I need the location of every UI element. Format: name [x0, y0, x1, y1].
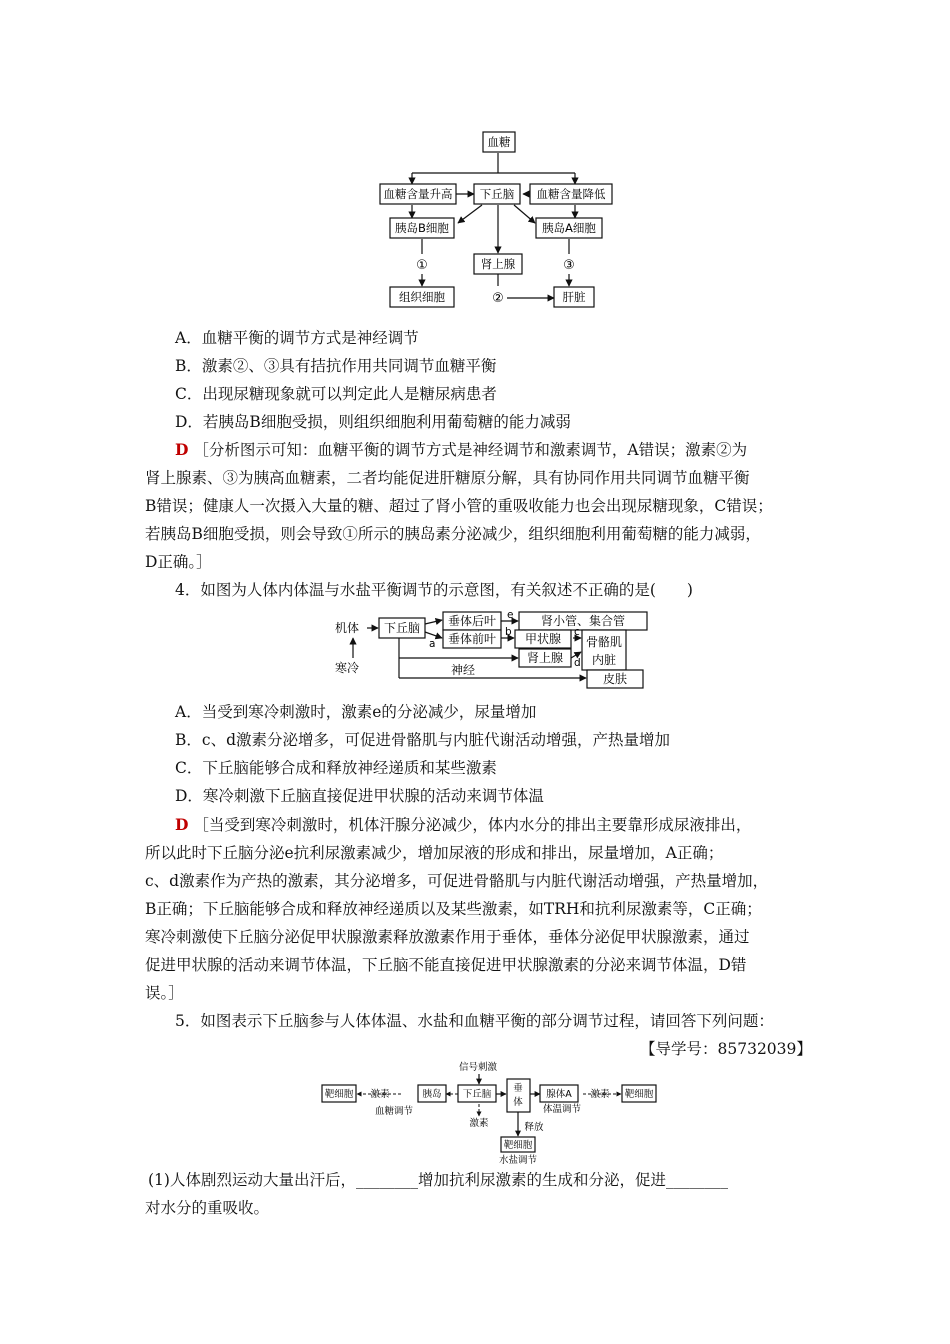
d3-label-target-bottom: 靶细胞 [503, 1140, 533, 1151]
q4-explanation-text-1: ［当受到寒冷刺激时，机体汗腺分泌减少，体内水分的排出主要靠形成尿液排出， [193, 816, 752, 834]
blood-sugar-diagram [370, 128, 630, 318]
q3-explanation-text-1: ［分析图示可知：血糖平衡的调节方式是神经调节和激素调节，A错误；激素②为 [193, 441, 748, 459]
label-liver: 肝脏 [562, 290, 586, 304]
d2-label-posterior: 垂体后叶 [447, 614, 497, 628]
q4-option-b: B．c、d激素分泌增多，可促进骨骼肌与内脏代谢活动增强，产热量增加 [175, 731, 670, 749]
label-hypothalamus: 下丘脑 [479, 187, 515, 201]
q3-explanation-2: 肾上腺素、③为胰高血糖素，二者均能促进肝糖原分解，具有协同作用共同调节血糖平衡 [145, 469, 750, 487]
d2-label-adrenal: 肾上腺 [526, 651, 564, 665]
q3-option-a: A．血糖平衡的调节方式是神经调节 [175, 329, 419, 347]
d3-label-water-reg: 水盐调节 [498, 1155, 538, 1166]
d2-label-anterior: 垂体前叶 [447, 632, 497, 646]
label-islet-b: 胰岛B细胞 [395, 221, 449, 235]
d3-label-pituitary-1: 垂 [513, 1083, 523, 1094]
d2-label-thyroid: 甲状腺 [524, 632, 562, 646]
q3-explanation-4: 若胰岛B细胞受损，则会导致①所示的胰岛素分泌减少，组织细胞利用葡萄糖的能力减弱， [145, 525, 761, 543]
q4-option-a: A．当受到寒冷刺激时，激素e的分泌减少，尿量增加 [175, 703, 537, 721]
q5-guide-number: 【导学号：85732039】 [640, 1040, 812, 1058]
d3-label-hormone-left: 激素 [370, 1089, 390, 1100]
d3-label-pituitary-2: 体 [513, 1097, 523, 1108]
d3-label-target-left: 靶细胞 [324, 1089, 354, 1100]
q4-explanation-1 [175, 815, 751, 835]
d2-label-a: a [429, 638, 436, 650]
q4-explanation-5: 寒冷刺激使下丘脑分泌促甲状腺激素释放激素作用于垂体，垂体分泌促甲状腺激素，通过 [145, 928, 750, 946]
d3-label-signal: 信号刺激 [458, 1062, 498, 1073]
q4-option-c: C．下丘脑能够合成和释放神经递质和某些激素 [175, 759, 497, 777]
q5-stem: 5．如图表示下丘脑参与人体体温、水盐和血糖平衡的部分调节过程，请回答下列问题： [175, 1012, 774, 1030]
d2-label-cold: 寒冷 [335, 661, 360, 675]
label-tissue: 组织细胞 [399, 290, 445, 304]
d3-label-hormone-right: 激素 [590, 1089, 610, 1100]
d2-label-organ: 内脏 [591, 653, 617, 667]
d2-label-e: e [507, 609, 514, 621]
d3-label-release: 释放 [524, 1122, 544, 1133]
temperature-water-diagram [335, 608, 655, 690]
q4-stem: 4．如图为人体内体温与水盐平衡调节的示意图，有关叙述不正确的是( ) [175, 581, 693, 599]
label-islet-a: 胰岛A细胞 [542, 221, 596, 235]
q4-explanation-3: c、d激素作为产热的激素，其分泌增多，可促进骨骼肌与内脏代谢活动增强，产热量增加， [145, 872, 769, 890]
q4-option-d: D．寒冷刺激下丘脑直接促进甲状腺的活动来调节体温 [175, 787, 544, 805]
label-marker-1: ① [416, 258, 428, 273]
d2-label-kidney: 肾小管、集合管 [540, 614, 626, 628]
q3-explanation-5: D正确。］ [145, 553, 212, 571]
q4-explanation-4: B正确；下丘脑能够合成和释放神经递质以及某些激素，如TRH和抗利尿激素等，C正确； [145, 900, 762, 918]
d2-label-muscle: 骨骼肌 [585, 635, 623, 649]
d3-label-hypothalamus: 下丘脑 [462, 1089, 492, 1100]
d3-label-gland-a: 腺体A [546, 1089, 572, 1100]
label-marker-3: ③ [563, 258, 575, 273]
label-marker-2: ② [492, 291, 504, 306]
d3-label-hormone-mid: 激素 [469, 1118, 489, 1129]
label-sugar-low: 血糖含量降低 [536, 187, 606, 201]
q3-option-b: B．激素②、③具有拮抗作用共同调节血糖平衡 [175, 357, 497, 375]
d2-label-nerve: 神经 [451, 663, 476, 677]
q3-explanation-3: B错误；健康人一次摄入大量的糖、超过了肾小管的重吸收能力也会出现尿糖现象，C错误； [145, 497, 773, 515]
d2-label-body: 机体 [335, 621, 360, 635]
d2-label-d: d [574, 657, 581, 669]
q3-option-d: D．若胰岛B细胞受损，则组织细胞利用葡萄糖的能力减弱 [175, 413, 571, 431]
q4-answer: D [175, 815, 189, 834]
label-adrenal: 肾上腺 [480, 257, 516, 271]
q5-sub1-line2: 对水分的重吸收。 [145, 1199, 270, 1217]
d3-label-islet: 胰岛 [422, 1089, 442, 1100]
d3-label-temp-reg: 体温调节 [542, 1104, 582, 1115]
q3-answer: D [175, 440, 189, 459]
q4-explanation-6: 促进甲状腺的活动来调节体温，下丘脑不能直接促进甲状腺激素的分泌来调节体温，D错 [145, 956, 747, 974]
q3-option-c: C．出现尿糖现象就可以判定此人是糖尿病患者 [175, 385, 497, 403]
d2-label-b: b [505, 626, 512, 638]
q4-explanation-7: 误。］ [145, 984, 184, 1002]
d2-label-c: c [574, 626, 580, 638]
label-blood-sugar: 血糖 [487, 135, 511, 149]
d2-label-skin: 皮肤 [602, 672, 628, 686]
q5-sub1-line1: (1)人体剧烈运动大量出汗后，________增加抗利尿激素的生成和分泌，促进________ [148, 1171, 728, 1189]
hypothalamus-regulation-diagram [320, 1060, 670, 1166]
d2-label-hypothalamus: 下丘脑 [383, 621, 421, 635]
label-sugar-high: 血糖含量升高 [383, 187, 453, 201]
d3-label-sugar-reg: 血糖调节 [374, 1106, 414, 1117]
d3-label-target-right: 靶细胞 [624, 1089, 654, 1100]
q3-explanation-1 [175, 440, 747, 460]
q4-explanation-2: 所以此时下丘脑分泌e抗利尿激素减少，增加尿液的形成和排出，尿量增加，A正确； [145, 844, 724, 862]
